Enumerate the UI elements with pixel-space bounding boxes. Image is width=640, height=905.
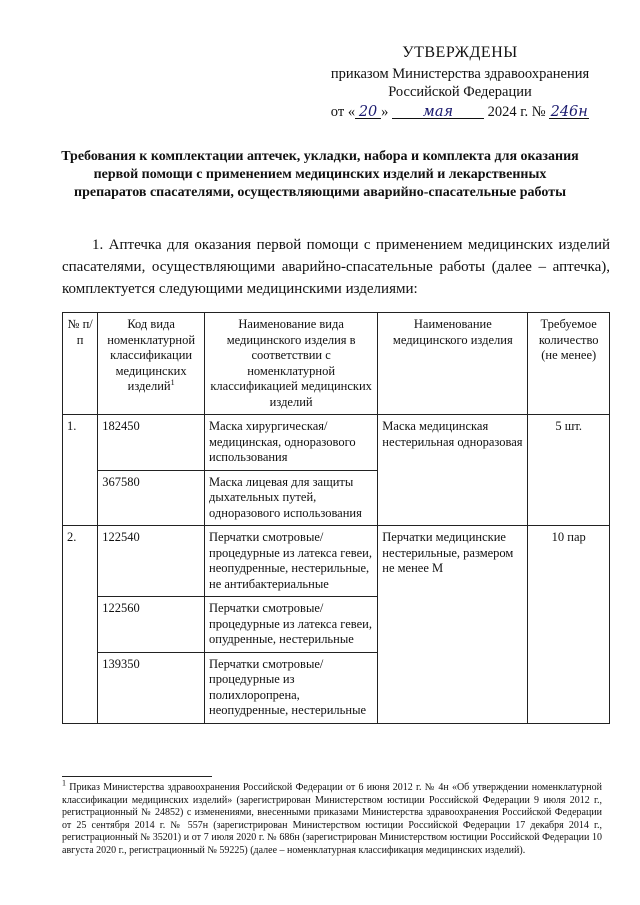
row-code: 367580: [98, 470, 205, 526]
row-qty: 5 шт.: [528, 415, 610, 526]
row-type-name: Маска лицевая для защиты дыхательных путей, одноразового использования: [205, 470, 378, 526]
row-device-name: Перчатки медицинские нестерильные, размером не менее М: [378, 526, 528, 724]
footnote: [62, 778, 602, 857]
approval-block: [300, 44, 620, 121]
approval-line-ministry: приказом Министерства здравоохранения: [330, 66, 590, 82]
order-month-handwritten: мая: [422, 104, 454, 120]
intro-paragraph: [62, 234, 610, 300]
header-code: [98, 313, 205, 415]
table-row: [63, 526, 610, 597]
footnote-text: Приказ Министерства здравоохранения Российской Федерации от 6 июня 2012 г. № 4н «Об утверждении номенклатурной классификации медицинских изделий» (зарегистрирован Министерством юстиции Российской Федерации 9 июля 2012 г., регистрационный № 24852) с изменениями, внесенными приказами Министерства здравоохранения Российской Федерации от 25 сентября 2014 г. № 557н (зарегистрирован Министерством юстиции Российской Федерации 17 декабря 2014 г., регистрационный № 35201) и от 7 июля 2020 г. № 686н (зарегистрирован Министерством юстиции Российской Федерации 10 августа 2020 г., регистрационный № 59225) (далее – номенклатурная классификация медицинских изделий).: [62, 782, 602, 856]
order-date-line: [300, 103, 620, 121]
row-type-name: Перчатки смотровые/ процедурные из латекса гевеи, опудренные, нестерильные: [205, 597, 378, 653]
approval-heading: УТВЕРЖДЕНЫ: [402, 44, 518, 61]
header-num: № п/п: [63, 313, 98, 415]
document-title: Требования к комплектации аптечек, укладки, набора и комплекта для оказания первой помощи с применением медицинских изделий и лекарственных препаратов спасателями, осуществляющими аварийно-спасательные работы: [61, 149, 579, 200]
row-code: 182450: [98, 415, 205, 471]
header-type-name: Наименование вида медицинского изделия в соответствии с номенклатурной классификацией медицинских изделий: [205, 313, 378, 415]
header-code-text: Код вида номенклатурной классификации медицинских изделий: [107, 317, 196, 393]
row-num: 1.: [63, 415, 98, 526]
row-num: 2.: [63, 526, 98, 724]
order-number-blank: [549, 103, 589, 119]
order-number-handwritten: 246н: [550, 104, 588, 120]
intro-text: 1. Аптечка для оказания первой помощи с применением медицинских изделий спасателями, осуществляющими аварийно-спасательные работы (далее – аптечка), комплектуется следующими медицинскими изделиями:: [62, 237, 610, 297]
order-month-blank: [392, 103, 484, 119]
row-code: 122540: [98, 526, 205, 597]
order-day-handwritten: 20: [358, 104, 378, 120]
row-type-name: Маска хирургическая/ медицинская, одноразового использования: [205, 415, 378, 471]
approval-line-country: Российской Федерации: [388, 84, 532, 100]
row-code: 122560: [98, 597, 205, 653]
row-device-name: Маска медицинская нестерильная одноразовая: [378, 415, 528, 526]
order-from-label: от: [330, 104, 345, 120]
order-year-label: 2024 г. №: [487, 104, 546, 120]
table-row: [63, 415, 610, 471]
row-code: 139350: [98, 652, 205, 723]
order-day-open-quote: «: [347, 104, 356, 120]
header-qty: Требуемое количество (не менее): [528, 313, 610, 415]
table-header-row: [63, 313, 610, 415]
order-day-close-quote: »: [381, 104, 389, 120]
order-day-blank: [355, 103, 381, 119]
row-type-name: Перчатки смотровые/ процедурные из латекса гевеи, неопудренные, нестерильные, не антибактериальные: [205, 526, 378, 597]
row-qty: 10 пар: [528, 526, 610, 724]
footnote-mark: 1: [62, 778, 66, 788]
footnote-separator: [62, 776, 212, 777]
items-table: [62, 312, 610, 724]
row-type-name: Перчатки смотровые/ процедурные из полихлоропрена, неопудренные, нестерильные: [205, 652, 378, 723]
header-code-footnote-mark: 1: [170, 377, 175, 387]
header-device-name: Наименование медицинского изделия: [378, 313, 528, 415]
